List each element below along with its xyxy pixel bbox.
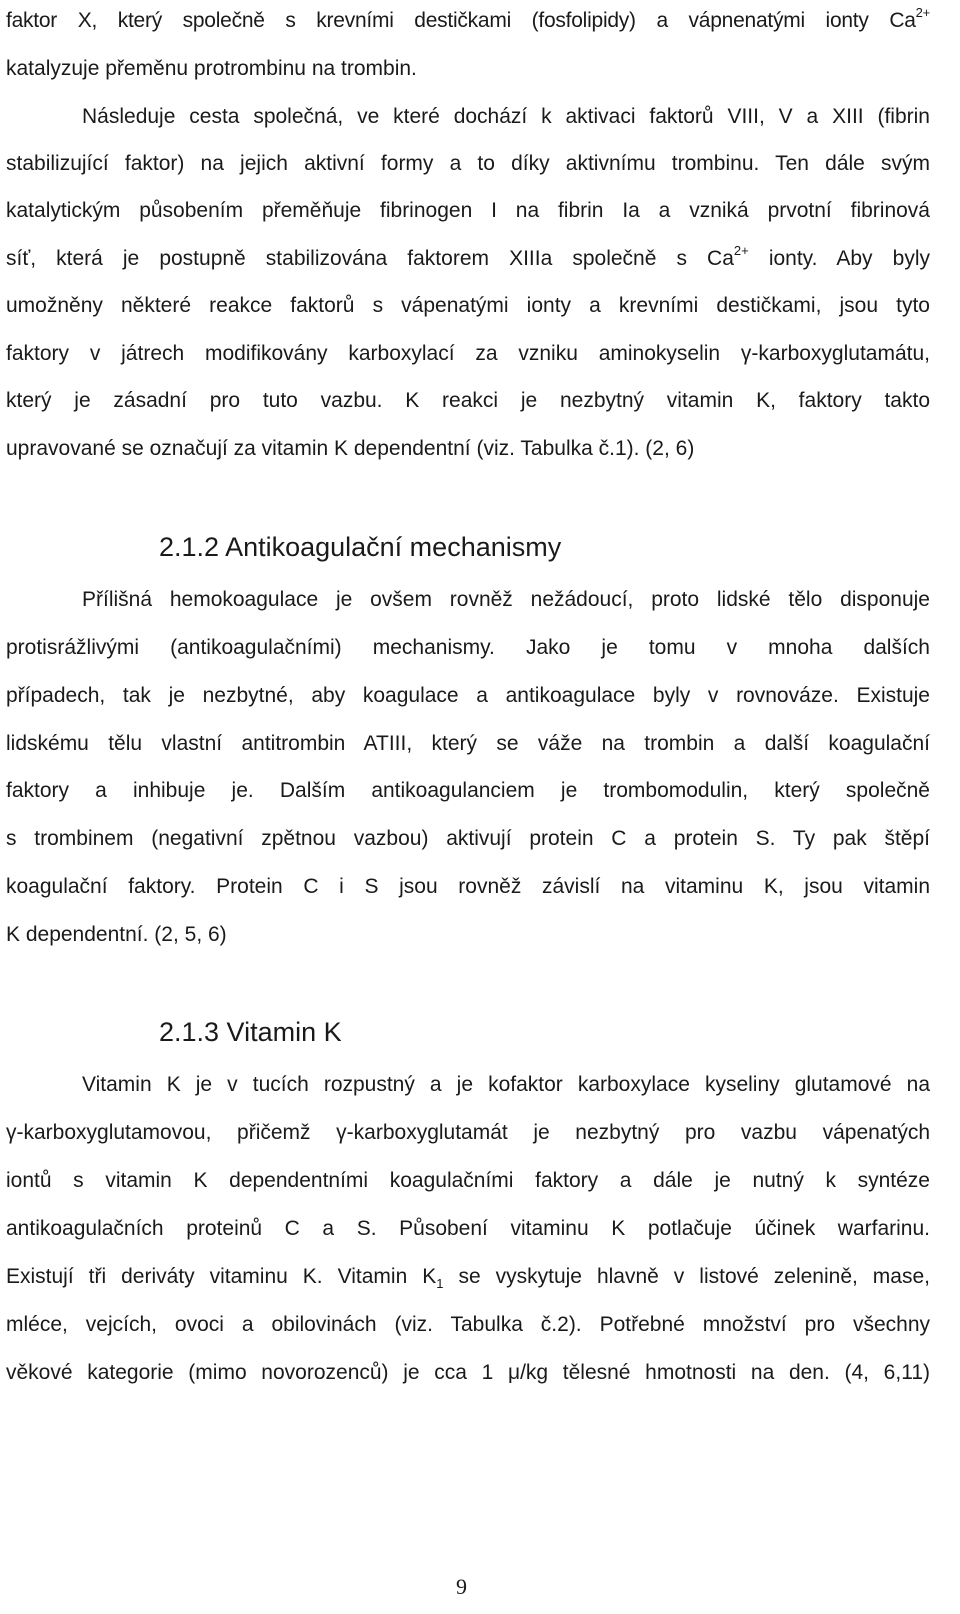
paragraph-line: umožněny některé reakce faktorů s vápenatými ionty a krevními destičkami, jsou tyto (6, 294, 930, 317)
paragraph-line: katalyzuje přeměnu protrombinu na trombin. (6, 57, 417, 80)
paragraph-line: věkové kategorie (mimo novorozenců) je cca 1 μ/kg tělesné hmotnosti na den. (4, 6,11) (6, 1361, 930, 1384)
paragraph-line: Přílišná hemokoagulace je ovšem rovněž nežádoucí, proto lidské tělo disponuje (82, 588, 930, 611)
paragraph-line: protisrážlivými (antikoagulačními) mechanismy. Jako je tomu v mnoha dalších (6, 636, 930, 659)
subscript: 1 (436, 1276, 444, 1292)
paragraph-line: případech, tak je nezbytné, aby koagulace a antikoagulace byly v rovnováze. Existuje (6, 684, 930, 707)
paragraph-line: lidskému tělu vlastní antitrombin ATIII, který se váže na trombin a další koagulační (6, 732, 930, 755)
paragraph-line: Existují tři deriváty vitaminu K. Vitamin $K_1$ se vyskytuje hlavně v listové zelenině, mase, (6, 1265, 930, 1292)
paragraph-line: stabilizující faktor) na jejich aktivní formy a to díky aktivnímu trombinu. Ten dále svým (6, 152, 930, 175)
paragraph-line: K dependentní. (2, 5, 6) (6, 923, 227, 946)
paragraph-line: mléce, vejcích, ovoci a obilovinách (viz. Tabulka č.2). Potřebné množství pro všechny (6, 1313, 930, 1336)
paragraph-line: γ-karboxyglutamovou, přičemž γ-karboxyglutamát je nezbytný pro vazbu vápenatých (6, 1121, 930, 1144)
paragraph-line: síť, která je postupně stabilizována faktorem XIIIa společně s $Ca^{2+}$ ionty. Aby byly (6, 243, 930, 270)
paragraph-line: katalytickým působením přeměňuje fibrinogen I na fibrin Ia a vzniká prvotní fibrinová (6, 199, 930, 222)
paragraph-line: upravované se označují za vitamin K dependentní (viz. Tabulka č.1). (2, 6) (6, 437, 695, 460)
paragraph-line: faktory a inhibuje je. Dalším antikoagulanciem je trombomodulin, který společně (6, 779, 930, 802)
paragraph-line: koagulační faktory. Protein C i S jsou rovněž závislí na vitaminu K, jsou vitamin (6, 875, 930, 898)
paragraph-line: Vitamin K je v tucích rozpustný a je kofaktor karboxylace kyseliny glutamové na (82, 1073, 930, 1096)
paragraph-line: faktor X, který společně s krevními destičkami (fosfolipidy) a vápnenatými ionty $Ca^{2+}$ (6, 5, 930, 32)
section-heading: 2.1.3 Vitamin K (159, 1017, 342, 1047)
paragraph-line: s trombinem (negativní zpětnou vazbou) aktivují protein C a protein S. Ty pak štěpí (6, 827, 930, 850)
paragraph-line: faktory v játrech modifikovány karboxylací za vzniku aminokyselin γ-karboxyglutamátu, (6, 342, 930, 365)
superscript: 2+ (915, 5, 930, 20)
paragraph-line: Následuje cesta společná, ve které dochází k aktivaci faktorů VIII, V a XIII (fibrin (82, 105, 930, 128)
paragraph-line: antikoagulačních proteinů C a S. Působení vitaminu K potlačuje účinek warfarinu. (6, 1217, 930, 1240)
section-heading: 2.1.2 Antikoagulační mechanismy (159, 532, 562, 562)
paragraph-line: který je zásadní pro tuto vazbu. K reakci je nezbytný vitamin K, faktory takto (6, 389, 930, 412)
paragraph-line: iontů s vitamin K dependentními koagulačními faktory a dále je nutný k syntéze (6, 1169, 930, 1192)
superscript: 2+ (733, 243, 749, 258)
page-number: 9 (456, 1574, 467, 1599)
